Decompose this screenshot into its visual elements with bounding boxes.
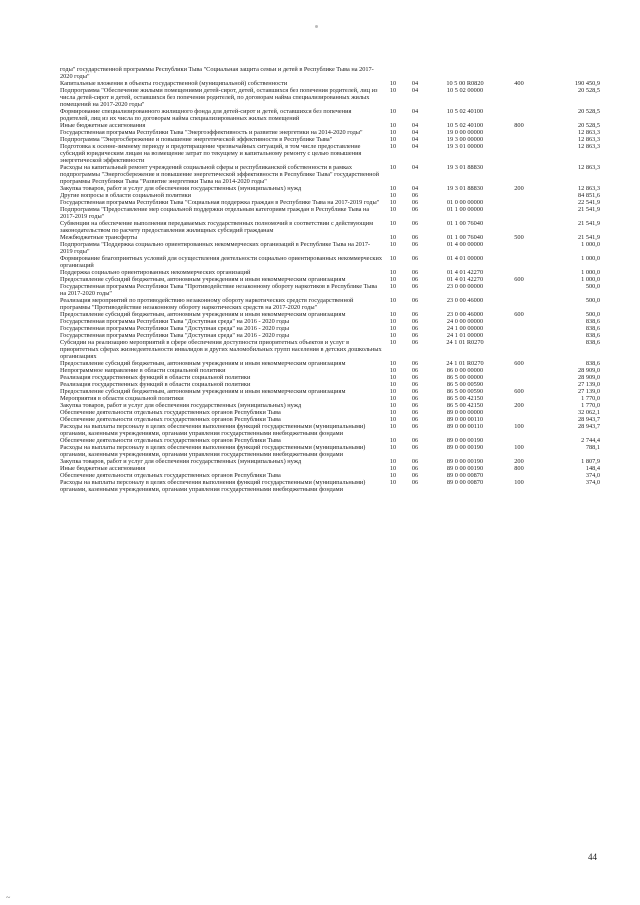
row-target-code: 86 5 00 42150 (446, 402, 484, 409)
row-name: Формирование специализированного жилищного фонда для детей-сирот и детей, оставшихся без попечения родителей, лиц из их числа по договорам найма специализированных жилых помещений (60, 108, 352, 122)
row-subsection: 06 (411, 374, 419, 381)
row-subsection: 06 (411, 360, 419, 367)
row-amount: 190 450,9 (574, 80, 600, 87)
row-expense-type (504, 381, 534, 388)
row-section: 10 (389, 241, 397, 248)
table-row (60, 332, 600, 339)
row-target-code: 89 0 00 00190 (446, 458, 484, 465)
row-subsection: 06 (411, 192, 419, 199)
row-expense-type: 100 (514, 479, 524, 486)
row-amount: 838,6 (585, 332, 600, 339)
row-target-code: 24 1 01 R0270 (446, 339, 484, 346)
row-amount: 20 528,5 (577, 87, 600, 94)
row-section: 10 (389, 87, 397, 94)
row-name: Подпрограмма "Обеспечение жилыми помещениями детей-сирот, детей, оставшихся без попечения родителей, лиц из числа детей-сирот и детей, оставшихся без попечения родителей, по договорам найма специализированных жилых помещений на 2017-2020 годы" (60, 87, 378, 108)
table-row (60, 185, 600, 192)
row-expense-type: 400 (514, 80, 524, 87)
row-expense-type (504, 192, 534, 199)
row-subsection: 06 (411, 234, 419, 241)
table-row (60, 360, 600, 367)
row-expense-type (504, 297, 534, 311)
table-row (60, 199, 600, 206)
table-row (60, 129, 600, 136)
row-section: 10 (389, 108, 397, 115)
row-target-code: 01 1 00 76040 (446, 220, 484, 227)
row-target-code: 19 3 01 88830 (446, 185, 484, 192)
table-row (60, 80, 600, 87)
row-amount: 27 139,0 (577, 381, 600, 388)
table-row (60, 136, 600, 143)
row-expense-type: 100 (514, 423, 524, 430)
row-expense-type (504, 325, 534, 332)
row-name: Подготовка к осенне-зимнему периоду и предотвращение чрезвычайных ситуаций, в том числе предоставление субсидий юридическим лицам на возмещение затрат по текущему и капитальному ремонту с целью повышения энергетической эффективности (60, 143, 362, 164)
row-amount: 27 139,0 (577, 388, 600, 395)
row-subsection: 04 (411, 136, 419, 143)
row-amount: 838,6 (585, 318, 600, 325)
table-row (60, 269, 600, 276)
row-name: Капитальные вложения в объекты государственной (муниципальной) собственности (60, 80, 288, 87)
row-amount: 1 000,0 (581, 269, 600, 276)
table-row (60, 283, 600, 297)
row-amount: 1 000,0 (581, 255, 600, 262)
row-target-code: 01 4 01 42270 (446, 276, 484, 283)
row-section: 10 (389, 395, 397, 402)
row-target-code: 86 5 00 00590 (446, 388, 484, 395)
row-subsection: 06 (411, 206, 419, 213)
row-section: 10 (389, 283, 397, 290)
row-name: Поддержка социально ориентированных некоммерческих организаций (60, 269, 251, 276)
row-subsection: 06 (411, 381, 419, 388)
row-amount: 148,4 (585, 465, 600, 472)
row-target-code: 01 4 01 00000 (446, 255, 484, 262)
row-target-code: 89 0 00 00190 (446, 437, 484, 444)
row-name: Государственная программа Республики Тыва "Социальная поддержка граждан в Республике Тыва на 2017-2019 годы" (60, 199, 380, 206)
row-amount: 838,6 (585, 360, 600, 367)
table-row (60, 472, 600, 479)
table-row (60, 220, 600, 234)
row-target-code: 10 5 00 R0820 (446, 80, 484, 87)
table-row (60, 423, 600, 437)
table-row (60, 381, 600, 388)
row-section: 10 (389, 388, 397, 395)
row-subsection: 04 (411, 164, 419, 171)
row-expense-type (504, 332, 534, 339)
row-subsection: 06 (411, 367, 419, 374)
row-section: 10 (389, 185, 397, 192)
table-row (60, 367, 600, 374)
table-row (60, 311, 600, 318)
table-row (60, 297, 600, 311)
row-name: Непрограммное направление в области социальной политики (60, 367, 226, 374)
row-name: Подпрограмма "Предоставление мер социальной поддержки отдельным категориям граждан в Республике Тыва на 2017-2019 годы" (60, 206, 370, 220)
row-amount: 32 062,1 (577, 409, 600, 416)
table-row (60, 444, 600, 458)
budget-table (60, 66, 600, 493)
row-amount: 28 943,7 (577, 423, 600, 430)
row-expense-type: 800 (514, 465, 524, 472)
table-row (60, 143, 600, 164)
row-name: Расходы на выплаты персоналу в целях обеспечения выполнения функций государственными (муниципальными) органами, казенными учреждениями, органами управления государственными внебюджетными фондами (60, 423, 366, 437)
row-subsection: 06 (411, 199, 419, 206)
row-amount: 21 541,9 (577, 206, 600, 213)
table-row (60, 395, 600, 402)
row-amount: 500,0 (585, 311, 600, 318)
row-section: 10 (389, 80, 397, 87)
row-amount: 12 863,3 (577, 164, 600, 171)
row-subsection: 06 (411, 402, 419, 409)
row-name: Субвенции на обеспечение выполнения передаваемых государственных полномочий в соответствии с действующим законодательством по расчету предоставления жилищных субсидий гражданам (60, 220, 374, 234)
row-amount: 500,0 (585, 283, 600, 290)
row-section: 10 (389, 472, 397, 479)
row-subsection: 06 (411, 311, 419, 318)
row-expense-type (504, 318, 534, 325)
scan-speck (315, 25, 318, 28)
row-target-code: 86 5 00 00590 (446, 381, 484, 388)
row-amount: 374,0 (585, 472, 600, 479)
row-subsection: 06 (411, 437, 419, 444)
table-row (60, 87, 600, 108)
table-row (60, 458, 600, 465)
row-target-code: 01 1 00 00000 (446, 206, 484, 213)
row-name: Обеспечение деятельности отдельных государственных органов Республики Тыва (60, 409, 281, 416)
row-target-code: 86 0 00 00000 (446, 367, 484, 374)
row-subsection: 04 (411, 143, 419, 150)
row-target-code: 10 5 02 40100 (446, 122, 484, 129)
row-target-code: 19 0 00 00000 (446, 129, 484, 136)
row-target-code: 24 0 00 00000 (446, 318, 484, 325)
row-section: 10 (389, 367, 397, 374)
row-name: Реализация государственных функций в области социальной политики (60, 374, 251, 381)
row-name: Закупка товаров, работ и услуг для обеспечения государственных (муниципальных) нужд (60, 185, 302, 192)
row-section: 10 (389, 192, 397, 199)
row-expense-type (504, 339, 534, 360)
budget-table-body (60, 66, 600, 493)
row-expense-type: 100 (514, 444, 524, 451)
row-name: Межбюджетные трансферты (60, 234, 138, 241)
row-expense-type (504, 374, 534, 381)
row-amount: 1 807,9 (581, 458, 600, 465)
row-expense-type (504, 87, 534, 108)
row-section: 10 (389, 318, 397, 325)
row-expense-type (504, 206, 534, 220)
row-subsection: 06 (411, 444, 419, 451)
row-expense-type: 800 (514, 122, 524, 129)
row-section: 10 (389, 129, 397, 136)
row-subsection: 06 (411, 472, 419, 479)
row-section: 10 (389, 332, 397, 339)
row-section: 10 (389, 437, 397, 444)
corner-mark: ~ (6, 893, 11, 902)
row-name: Подпрограмма "Поддержка социально ориентированных некоммерческих организаций в Республике Тыва на 2017-2019 годы" (60, 241, 371, 255)
row-subsection: 06 (411, 409, 419, 416)
row-name: годы" государственной программы Республики Тыва "Социальная защита семьи и детей в Республике Тыва на 2017-2020 годы" (60, 66, 374, 80)
row-amount: 12 863,3 (577, 129, 600, 136)
row-subsection: 04 (411, 108, 419, 115)
table-row (60, 164, 600, 185)
row-name: Предоставление субсидий бюджетным, автономным учреждениям и иным некоммерческим организациям (60, 360, 346, 367)
row-subsection: 06 (411, 255, 419, 262)
row-expense-type (504, 472, 534, 479)
row-subsection: 06 (411, 269, 419, 276)
row-target-code: 89 0 00 00190 (446, 465, 484, 472)
row-section: 10 (389, 458, 397, 465)
row-name: Государственная программа Республики Тыва "Доступная среда" на 2016 - 2020 годы (60, 325, 290, 332)
row-subsection: 06 (411, 479, 419, 486)
table-row (60, 276, 600, 283)
row-name: Иные бюджетные ассигнования (60, 465, 146, 472)
row-expense-type (504, 164, 534, 185)
row-expense-type: 200 (514, 185, 524, 192)
table-row (60, 66, 600, 80)
table-row (60, 325, 600, 332)
row-expense-type (504, 416, 534, 423)
row-amount: 1 000,0 (581, 276, 600, 283)
row-target-code: 01 4 00 00000 (446, 241, 484, 248)
row-expense-type (504, 136, 534, 143)
row-amount (534, 66, 600, 80)
row-section: 10 (389, 402, 397, 409)
row-expense-type: 200 (514, 402, 524, 409)
row-section: 10 (389, 360, 397, 367)
row-target-code: 01 4 01 42270 (446, 269, 484, 276)
row-amount: 28 943,7 (577, 416, 600, 423)
row-expense-type: 600 (514, 311, 524, 318)
row-subsection: 04 (411, 87, 419, 94)
row-subsection (404, 66, 426, 80)
row-subsection: 04 (411, 129, 419, 136)
row-amount: 28 909,0 (577, 367, 600, 374)
row-expense-type: 600 (514, 360, 524, 367)
row-target-code: 89 0 00 00190 (446, 444, 484, 451)
row-amount: 1 770,0 (581, 395, 600, 402)
row-section: 10 (389, 297, 397, 304)
row-expense-type (504, 269, 534, 276)
page-number: 44 (588, 852, 597, 862)
row-subsection: 06 (411, 283, 419, 290)
row-section: 10 (389, 339, 397, 346)
row-section (382, 66, 404, 80)
row-target-code: 23 0 00 46000 (446, 297, 484, 304)
row-expense-type (504, 241, 534, 255)
row-amount: 2 744,4 (581, 437, 600, 444)
row-section: 10 (389, 423, 397, 430)
row-name: Предоставление субсидий бюджетным, автономным учреждениям и иным некоммерческим организациям (60, 276, 346, 283)
row-section: 10 (389, 164, 397, 171)
table-row (60, 339, 600, 360)
row-subsection: 06 (411, 339, 419, 346)
row-name: Государственная программа Республики Тыва "Противодействие незаконному обороту наркотиков в Республике Тыва на 2017-2020 годы" (60, 283, 378, 297)
row-target-code: 24 1 01 00000 (446, 332, 484, 339)
row-name: Реализация мероприятий по противодействию незаконному обороту наркотических средств государственной программы "Противодействие незаконному обороту наркотических средств на 2017-2020 годы" (60, 297, 354, 311)
row-amount: 12 863,3 (577, 136, 600, 143)
row-section: 10 (389, 206, 397, 213)
row-name: Субсидии на реализацию мероприятий в сфере обеспечения доступности приоритетных объектов и услуг в приоритетных сферах жизнедеятельности инвалидов и других маломобильных групп населения в детских дошкольных организациях (60, 339, 382, 360)
row-amount: 22 541,9 (577, 199, 600, 206)
row-subsection: 06 (411, 220, 419, 227)
row-subsection: 06 (411, 465, 419, 472)
row-section: 10 (389, 276, 397, 283)
row-subsection: 04 (411, 122, 419, 129)
row-section: 10 (389, 143, 397, 150)
row-subsection: 04 (411, 80, 419, 87)
row-section: 10 (389, 374, 397, 381)
row-amount: 788,1 (585, 444, 600, 451)
row-subsection: 06 (411, 416, 419, 423)
row-expense-type (504, 367, 534, 374)
row-amount: 20 528,5 (577, 122, 600, 129)
row-expense-type (504, 437, 534, 444)
row-section: 10 (389, 409, 397, 416)
row-name: Реализация государственных функций в области социальной политики (60, 381, 251, 388)
table-row (60, 479, 600, 493)
row-section: 10 (389, 234, 397, 241)
row-target-code: 01 1 00 76040 (446, 234, 484, 241)
row-subsection: 06 (411, 241, 419, 248)
row-section: 10 (389, 122, 397, 129)
row-amount: 21 541,9 (577, 234, 600, 241)
row-target-code: 86 5 00 00000 (446, 374, 484, 381)
row-section: 10 (389, 416, 397, 423)
row-target-code: 19 3 01 88830 (446, 164, 484, 171)
row-target-code: 23 0 00 46000 (446, 311, 484, 318)
row-target-code: 86 5 00 42150 (446, 395, 484, 402)
row-target-code: 89 0 00 00110 (447, 416, 483, 423)
row-subsection: 06 (411, 318, 419, 325)
table-row (60, 192, 600, 199)
row-name: Предоставление субсидий бюджетным, автономным учреждениям и иным некоммерческим организациям (60, 311, 346, 318)
row-name: Мероприятия в области социальной политики (60, 395, 184, 402)
row-expense-type (504, 395, 534, 402)
table-row (60, 409, 600, 416)
row-name: Государственная программа Республики Тыва "Энергоэффективность и развитие энергетики на 2014-2020 годы" (60, 129, 363, 136)
row-name: Формирование благоприятных условий для осуществления деятельности социально ориентированных некоммерческих организаций (60, 255, 382, 269)
row-expense-type (504, 199, 534, 206)
row-section: 10 (389, 269, 397, 276)
table-row (60, 437, 600, 444)
row-expense-type: 600 (514, 276, 524, 283)
row-subsection: 04 (411, 185, 419, 192)
row-section: 10 (389, 199, 397, 206)
table-row (60, 388, 600, 395)
table-row (60, 255, 600, 269)
table-row (60, 108, 600, 122)
row-subsection: 06 (411, 276, 419, 283)
row-name: Государственная программа Республики Тыва "Доступная среда" на 2016 - 2020 годы (60, 318, 290, 325)
row-expense-type (504, 143, 534, 164)
row-amount: 20 528,5 (577, 108, 600, 115)
row-amount: 21 541,9 (577, 220, 600, 227)
row-subsection: 06 (411, 458, 419, 465)
row-amount: 1 000,0 (581, 241, 600, 248)
row-expense-type (504, 409, 534, 416)
row-name: Обеспечение деятельности отдельных государственных органов Республики Тыва (60, 416, 281, 423)
row-expense-type (504, 255, 534, 269)
table-row (60, 465, 600, 472)
row-name: Закупка товаров, работ и услуг для обеспечения государственных (муниципальных) нужд (60, 458, 302, 465)
row-name: Подпрограмма "Энергосбережение и повышение энергетической эффективности в Республике Тыва" (60, 136, 333, 143)
row-section: 10 (389, 465, 397, 472)
row-target-code: 89 0 00 00110 (447, 423, 483, 430)
row-section: 10 (389, 444, 397, 451)
row-subsection: 06 (411, 297, 419, 304)
row-subsection: 06 (411, 388, 419, 395)
row-subsection: 06 (411, 325, 419, 332)
row-amount: 374,0 (585, 479, 600, 486)
row-amount: 838,6 (585, 339, 600, 346)
table-row (60, 416, 600, 423)
row-name: Государственная программа Республики Тыва "Доступная среда" на 2016 - 2020 годы (60, 332, 290, 339)
row-section: 10 (389, 479, 397, 486)
row-target-code (426, 66, 504, 80)
row-name: Обеспечение деятельности отдельных государственных органов Республики Тыва (60, 437, 281, 444)
row-name: Иные бюджетные ассигнования (60, 122, 146, 129)
row-section: 10 (389, 220, 397, 227)
row-expense-type (504, 66, 534, 80)
row-subsection: 06 (411, 395, 419, 402)
row-expense-type (504, 220, 534, 234)
table-row (60, 402, 600, 409)
row-expense-type: 600 (514, 388, 524, 395)
row-target-code: 23 0 00 00000 (446, 283, 484, 290)
table-row (60, 374, 600, 381)
row-section: 10 (389, 381, 397, 388)
row-expense-type (504, 283, 534, 297)
row-target-code: 24 1 00 00000 (446, 325, 484, 332)
row-target-code: 01 0 00 00000 (446, 199, 484, 206)
row-target-code: 89 0 00 00870 (446, 479, 484, 486)
row-target-code: 10 5 02 00000 (446, 87, 484, 94)
row-name: Предоставление субсидий бюджетным, автономным учреждениям и иным некоммерческим организациям (60, 388, 346, 395)
row-section: 10 (389, 136, 397, 143)
row-name: Расходы на выплаты персоналу в целях обеспечения выполнения функций государственными (муниципальными) органами, казенными учреждениями, органами управления государственными внебюджетными фондами (60, 444, 366, 458)
row-name: Другие вопросы в области социальной политики (60, 192, 192, 199)
row-target-code: 89 0 00 00000 (446, 409, 484, 416)
row-section: 10 (389, 325, 397, 332)
row-name: Расходы на выплаты персоналу в целях обеспечения выполнения функций государственными (муниципальными) органами, казенными учреждениями, органами управления государственными внебюджетными фондами (60, 479, 366, 493)
row-target-code: 19 3 01 00000 (446, 143, 484, 150)
row-target-code: 19 3 00 00000 (446, 136, 484, 143)
row-expense-type (504, 108, 534, 122)
row-amount: 84 851,6 (577, 192, 600, 199)
row-target-code: 24 1 01 R0270 (446, 360, 484, 367)
row-target-code (426, 192, 504, 199)
table-row (60, 234, 600, 241)
row-section: 10 (389, 255, 397, 262)
row-name: Расходы на капитальный ремонт учреждений социальной сферы и республиканской собственности в рамках подпрограммы "Энергосбережение и повышение энергетической эффективности в Республике Тыва" государственной программы Республики Тыва "Развитие энергетики Тыва на 2014-2020 годы" (60, 164, 380, 185)
row-amount: 12 863,3 (577, 185, 600, 192)
row-amount: 500,0 (585, 297, 600, 304)
row-name: Обеспечение деятельности отдельных государственных органов Республики Тыва (60, 472, 281, 479)
row-amount: 28 909,0 (577, 374, 600, 381)
row-target-code: 10 5 02 40100 (446, 108, 484, 115)
row-subsection: 06 (411, 423, 419, 430)
table-row (60, 318, 600, 325)
row-amount: 12 863,3 (577, 143, 600, 150)
row-amount: 838,6 (585, 325, 600, 332)
row-section: 10 (389, 311, 397, 318)
row-expense-type (504, 129, 534, 136)
table-row (60, 206, 600, 220)
row-subsection: 06 (411, 332, 419, 339)
table-row (60, 122, 600, 129)
table-row (60, 241, 600, 255)
row-target-code: 89 0 00 00870 (446, 472, 484, 479)
row-expense-type: 200 (514, 458, 524, 465)
row-amount: 1 770,0 (581, 402, 600, 409)
row-name: Закупка товаров, работ и услуг для обеспечения государственных (муниципальных) нужд (60, 402, 302, 409)
row-expense-type: 500 (514, 234, 524, 241)
